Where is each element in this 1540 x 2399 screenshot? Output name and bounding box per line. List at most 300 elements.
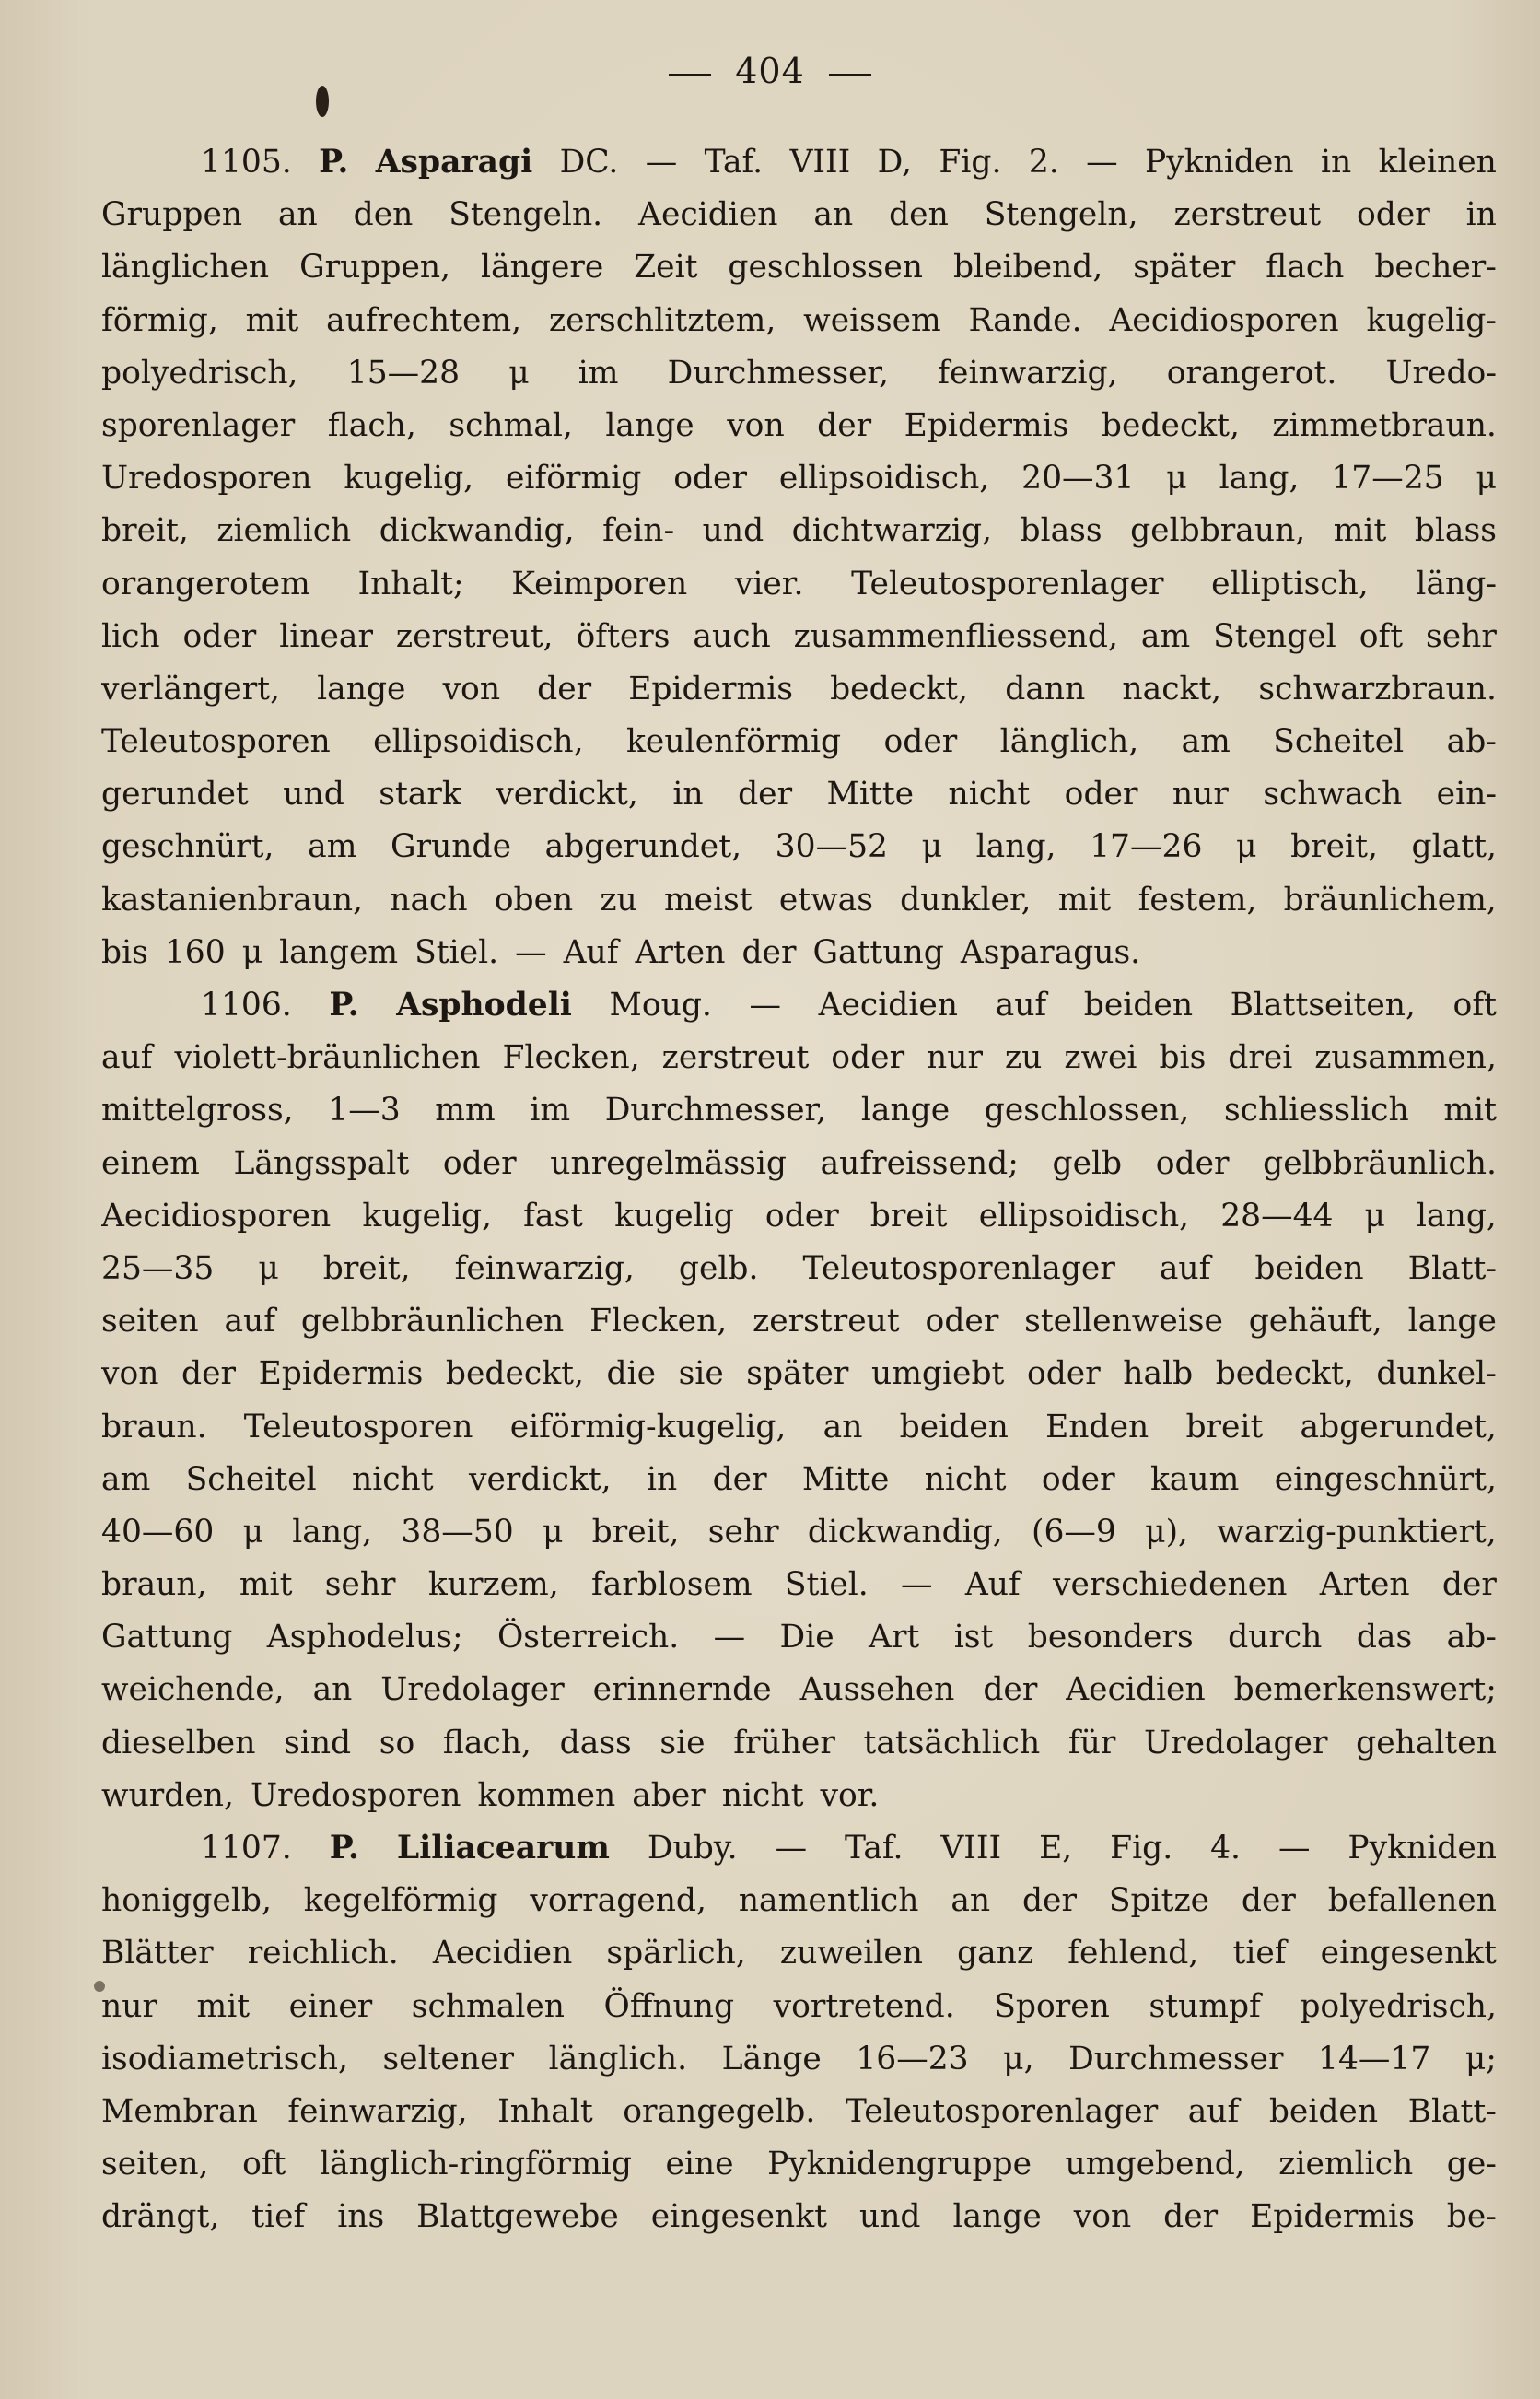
word: auf: [1159, 1249, 1211, 1287]
word: Scheitel: [185, 1460, 317, 1498]
word: 15—28: [346, 354, 461, 392]
word: Durchmesser: [1068, 2040, 1284, 2077]
word: dieselben: [101, 1724, 256, 1761]
word: fehlend,: [1068, 1935, 1199, 1972]
word: P.: [329, 987, 359, 1024]
word: länglich.: [548, 2040, 688, 2077]
word: der: [741, 933, 797, 971]
word: aufrechtem,: [326, 301, 522, 339]
word: auch: [693, 617, 771, 655]
word: 1105.: [201, 144, 292, 181]
word: seiten: [101, 1303, 199, 1340]
word: braun,: [101, 1566, 207, 1604]
word: ellipsoidisch,: [978, 1197, 1190, 1235]
word: lange: [605, 406, 694, 444]
word: breit,: [322, 1249, 411, 1287]
word: be-: [1446, 2198, 1497, 2236]
word: Asphodelus;: [266, 1619, 463, 1656]
word: dann: [1005, 670, 1086, 708]
word: oder: [883, 723, 958, 761]
word: Asphodeli: [396, 987, 572, 1024]
word: bis: [101, 933, 148, 971]
word: oft: [242, 2146, 286, 2183]
word: nicht: [721, 1776, 804, 1814]
text-line: [101, 1454, 1497, 1506]
text-line: [101, 1243, 1497, 1295]
word: schmalen: [411, 1987, 565, 2025]
word: kaum: [1149, 1460, 1240, 1498]
word: auf: [101, 1039, 153, 1077]
word: abgerundet,: [544, 828, 742, 866]
word: auf: [995, 987, 1047, 1024]
word: Aussehen: [799, 1671, 955, 1709]
word: öfters: [576, 617, 671, 655]
word: linear: [279, 617, 373, 655]
word: beiden: [1268, 2092, 1379, 2130]
word: becher-: [1374, 249, 1497, 287]
word: beiden: [1083, 987, 1194, 1024]
word: kegelförmig: [303, 1882, 498, 1920]
word: dichtwarzig,: [791, 512, 993, 550]
word: μ: [542, 1513, 564, 1551]
word: oft: [1452, 987, 1497, 1024]
word: von: [727, 406, 785, 444]
word: kugelig,: [344, 460, 474, 497]
word: zusammenfliessend,: [793, 617, 1118, 655]
text-line: [101, 1295, 1497, 1348]
text-line: [101, 1611, 1497, 1664]
word: mit: [239, 1566, 293, 1604]
word: abgerundet,: [1300, 1408, 1497, 1445]
word: Arten: [635, 933, 726, 971]
word: von: [1073, 2198, 1132, 2236]
word: schwach: [1263, 776, 1403, 813]
word: Gattung: [101, 1619, 233, 1656]
word: Blatt-: [1407, 2092, 1497, 2130]
text-line: [101, 1875, 1497, 1927]
word: μ: [241, 933, 263, 971]
word: mit: [1057, 881, 1112, 919]
word: Blattgewebe: [416, 2198, 619, 2236]
word: tief: [1232, 1935, 1287, 1972]
word: braun.: [101, 1408, 207, 1445]
text-line: [101, 1664, 1497, 1716]
word: meist: [663, 881, 752, 919]
word: an: [822, 1408, 863, 1445]
word: nur: [101, 1987, 158, 2025]
word: fast: [523, 1197, 584, 1235]
word: kleinen: [1378, 144, 1497, 181]
word: Aecidien: [1066, 1671, 1206, 1709]
word: Österreich.: [496, 1619, 680, 1656]
word: Keimporen: [511, 565, 688, 603]
word: blass: [1020, 512, 1102, 550]
word: polyedrisch,: [101, 354, 298, 392]
word: Asparagi: [375, 144, 533, 181]
word: seiten,: [101, 2146, 209, 2183]
word: 1106.: [201, 987, 292, 1024]
word: 14—17: [1318, 2040, 1431, 2077]
word: seltener: [382, 2040, 515, 2077]
word: sie: [659, 1724, 706, 1761]
word: Membran: [101, 2092, 258, 2130]
word: bedeckt,: [445, 1355, 584, 1393]
page-number-left-dash: [669, 74, 711, 76]
word: sporenlager: [101, 406, 296, 444]
word: 40—60: [101, 1513, 215, 1551]
word: μ: [921, 828, 943, 866]
text-line: [101, 663, 1497, 716]
word: bedeckt,: [1101, 406, 1240, 444]
word: P.: [319, 144, 349, 181]
word: auf: [224, 1303, 276, 1340]
word: ganz: [957, 1935, 1034, 1972]
word: in: [1320, 144, 1352, 181]
word: gelbbräunlichen: [300, 1303, 565, 1340]
word: an: [312, 1671, 353, 1709]
word: Mitte: [826, 776, 915, 813]
word: Auf: [964, 1566, 1021, 1604]
word: der: [537, 670, 592, 708]
word: μ: [508, 354, 530, 392]
word: sie: [678, 1355, 724, 1393]
word: feinwarzig,: [938, 354, 1118, 392]
word: in: [672, 776, 704, 813]
word: elliptisch,: [1211, 565, 1369, 603]
word: Taf.: [845, 1830, 904, 1867]
word: Länge: [721, 2040, 822, 2077]
word: eingesenkt: [650, 2198, 828, 2236]
word: Öffnung: [603, 1987, 735, 2025]
word: zu: [600, 881, 637, 919]
word: oder: [1356, 196, 1430, 234]
word: 17—25: [1331, 460, 1444, 497]
text-line: [101, 716, 1497, 768]
word: mit: [1333, 512, 1387, 550]
word: Epidermis: [904, 406, 1069, 444]
page-number-right-dash: [829, 74, 871, 76]
body-text: [101, 136, 1497, 2244]
word: bedeckt,: [1215, 1355, 1354, 1393]
text-line: [101, 347, 1497, 400]
word: flach,: [442, 1724, 532, 1761]
word: die: [606, 1355, 657, 1393]
word: spärlich,: [606, 1935, 746, 1972]
word: Asparagus.: [960, 933, 1141, 971]
word: vorragend,: [530, 1882, 706, 1920]
word: festem,: [1138, 881, 1257, 919]
word: 28—44: [1220, 1197, 1334, 1235]
word: verdickt,: [496, 776, 638, 813]
word: im: [578, 354, 619, 392]
word: dunkel-: [1376, 1355, 1497, 1393]
word: einer: [288, 1987, 373, 2025]
word: Uredosporen: [250, 1776, 461, 1814]
word: lange: [952, 2198, 1042, 2236]
text-line: [101, 558, 1497, 611]
word: zimmetbraun.: [1272, 406, 1497, 444]
word: farblosem: [591, 1566, 752, 1604]
word: 38—50: [401, 1513, 514, 1551]
word: förmig,: [101, 301, 218, 339]
word: kugelig,: [362, 1197, 493, 1235]
word: im: [530, 1092, 571, 1129]
word: lang,: [975, 828, 1056, 866]
word: auf: [1187, 2092, 1240, 2130]
word: beiden: [1254, 1249, 1364, 1287]
word: den: [353, 196, 414, 234]
word: den: [889, 196, 949, 234]
word: μ: [1476, 460, 1497, 497]
word: lich: [101, 617, 160, 655]
word: weichende,: [101, 1671, 285, 1709]
word: an: [277, 196, 318, 234]
word: 2.: [1028, 144, 1059, 181]
word: kastanienbraun,: [101, 881, 364, 919]
word: ge-: [1446, 2146, 1497, 2183]
word: zerstreut: [1173, 196, 1322, 234]
text-line: [101, 1981, 1497, 2033]
word: sehr: [707, 1513, 779, 1551]
word: 25—35: [101, 1249, 215, 1287]
word: Moug.: [609, 987, 712, 1024]
word: das: [1356, 1619, 1413, 1656]
page-number: [0, 48, 1540, 94]
word: μ),: [1145, 1513, 1189, 1551]
word: Blattseiten,: [1230, 987, 1416, 1024]
word: Aecidien: [818, 987, 959, 1024]
word: oder: [764, 1197, 839, 1235]
word: schliesslich: [1223, 1092, 1409, 1129]
word: warzig-punktiert,: [1217, 1513, 1497, 1551]
word: längere: [481, 249, 604, 287]
text-line: [101, 189, 1497, 241]
text-line: [101, 1084, 1497, 1137]
word: orangegelb.: [623, 2092, 816, 2130]
word: orangerotem: [101, 565, 310, 603]
word: μ,: [1003, 2040, 1034, 2077]
word: mm: [435, 1092, 496, 1129]
word: vor.: [820, 1776, 880, 1814]
word: Blatt-: [1407, 1249, 1497, 1287]
word: an: [813, 196, 854, 234]
word: der: [1441, 1566, 1497, 1604]
word: 20—31: [1021, 460, 1135, 497]
text-line: [101, 400, 1497, 452]
word: breit,: [591, 1513, 680, 1551]
word: zerstreut: [661, 1039, 810, 1077]
word: vortretend.: [773, 1987, 955, 2025]
text-line: [101, 927, 1497, 979]
word: aber: [632, 1776, 706, 1814]
word: Aecidiosporen: [1109, 301, 1339, 339]
word: isodiametrisch,: [101, 2040, 348, 2077]
word: Pyknidengruppe: [767, 2146, 1032, 2183]
word: oder: [673, 460, 747, 497]
word: kommen: [477, 1776, 616, 1814]
text-line: [101, 1506, 1497, 1559]
word: Stiel.: [414, 933, 499, 971]
word: nach: [390, 881, 468, 919]
text-line: [101, 1138, 1497, 1190]
word: —: [749, 987, 781, 1024]
word: ziemlich: [216, 512, 352, 550]
entry-first-line: [101, 136, 1497, 189]
word: in: [1465, 196, 1497, 234]
word: läng-: [1416, 565, 1497, 603]
word: violett-bräunlichen: [174, 1039, 481, 1077]
word: oben: [494, 881, 574, 919]
word: drei: [1228, 1039, 1293, 1077]
word: gehäuft,: [1248, 1303, 1382, 1340]
word: der: [1021, 1882, 1077, 1920]
word: Die: [779, 1619, 834, 1656]
word: 4.: [1210, 1830, 1242, 1867]
word: Durchmesser,: [604, 1092, 827, 1129]
text-line: [101, 611, 1497, 663]
word: weissem: [803, 301, 941, 339]
word: nur: [927, 1039, 983, 1077]
word: P.: [329, 1830, 359, 1867]
word: gerundet: [101, 776, 249, 813]
word: Arten: [1319, 1566, 1410, 1604]
word: länglich-ringförmig: [320, 2146, 632, 2183]
word: sehr: [324, 1566, 396, 1604]
word: kugelig-: [1366, 301, 1497, 339]
word: zuweilen: [779, 1935, 923, 1972]
word: gelb.: [678, 1249, 759, 1287]
word: Uredolager: [380, 1671, 565, 1709]
word: stellenweise: [1024, 1303, 1223, 1340]
word: Epidermis: [258, 1355, 424, 1393]
word: oft: [1359, 617, 1404, 655]
word: besonders: [1027, 1619, 1194, 1656]
word: Taf.: [704, 144, 764, 181]
word: geschlossen: [728, 249, 924, 287]
word: länglichen: [101, 249, 270, 287]
word: Blätter: [101, 1935, 214, 1972]
word: Mitte: [801, 1460, 890, 1498]
word: zwei: [1064, 1039, 1138, 1077]
word: 17—26: [1090, 828, 1203, 866]
word: Uredolager: [1144, 1724, 1328, 1761]
word: mittelgross,: [101, 1092, 294, 1129]
word: D,: [877, 144, 913, 181]
word: der: [817, 406, 872, 444]
word: sind: [284, 1724, 352, 1761]
word: früher: [733, 1724, 835, 1761]
word: umgiebt: [870, 1355, 1005, 1393]
word: Stiel.: [784, 1566, 869, 1604]
word: von: [101, 1355, 159, 1393]
word: ab-: [1446, 1619, 1497, 1656]
word: —: [645, 144, 678, 181]
word: tatsächlich: [863, 1724, 1041, 1761]
word: bedeckt,: [830, 670, 969, 708]
word: nicht: [948, 776, 1031, 813]
word: μ: [242, 1513, 263, 1551]
word: Zeit: [634, 249, 698, 287]
word: —: [1086, 144, 1118, 181]
word: nicht: [351, 1460, 434, 1498]
word: der: [181, 1355, 237, 1393]
word: —: [713, 1619, 746, 1656]
word: zerstreut: [752, 1303, 900, 1340]
word: bemerkenswert;: [1233, 1671, 1497, 1709]
word: lang,: [292, 1513, 373, 1551]
word: 30—52: [775, 828, 888, 866]
word: durch: [1228, 1619, 1323, 1656]
text-line: [101, 2191, 1497, 2243]
word: Pykniden: [1144, 144, 1294, 181]
word: (6—9: [1032, 1513, 1116, 1551]
word: dunkler,: [900, 881, 1032, 919]
word: nicht: [924, 1460, 1007, 1498]
word: 1—3: [328, 1092, 401, 1129]
word: Aecidien: [432, 1935, 573, 1972]
word: kugelig: [614, 1197, 734, 1235]
word: gelb: [1052, 1144, 1123, 1182]
word: nackt,: [1122, 670, 1222, 708]
text-line: [101, 874, 1497, 927]
word: dickwandig,: [379, 512, 575, 550]
word: kurzem,: [427, 1566, 559, 1604]
word: sehr: [1426, 617, 1497, 655]
word: oder: [1041, 1460, 1115, 1498]
word: unregelmässig: [550, 1144, 787, 1182]
word: dickwandig,: [807, 1513, 1003, 1551]
word: mit: [1443, 1092, 1497, 1129]
word: orangerot.: [1166, 354, 1337, 392]
text-line: [101, 505, 1497, 557]
word: 1107.: [201, 1830, 292, 1867]
word: geschnürt,: [101, 828, 274, 866]
word: später: [1133, 249, 1236, 287]
word: reichlich.: [247, 1935, 399, 1972]
word: eingesenkt: [1320, 1935, 1497, 1972]
word: aufreissend;: [820, 1144, 1019, 1182]
word: der: [738, 776, 793, 813]
word: —: [515, 933, 547, 971]
word: lang,: [1219, 460, 1300, 497]
word: umgebend,: [1065, 2146, 1245, 2183]
word: tief: [251, 2198, 306, 2236]
word: zusammen,: [1314, 1039, 1497, 1077]
word: Gruppen: [101, 196, 243, 234]
text-line: [101, 241, 1497, 294]
word: einem: [101, 1144, 200, 1182]
word: gehalten: [1356, 1724, 1497, 1761]
word: erinnernde: [592, 1671, 772, 1709]
word: mit: [196, 1987, 251, 2025]
text-line: [101, 1348, 1497, 1400]
word: Gruppen,: [299, 249, 451, 287]
word: ziemlich: [1278, 2146, 1414, 2183]
word: gelbbraun,: [1130, 512, 1306, 550]
word: geschlossen,: [984, 1092, 1190, 1129]
word: 16—23: [856, 2040, 969, 2077]
word: Teleutosporen: [243, 1408, 473, 1445]
text-line: [101, 452, 1497, 505]
word: Pykniden: [1348, 1830, 1497, 1867]
word: feinwarzig,: [454, 1249, 635, 1287]
word: und: [702, 512, 764, 550]
text-line: [101, 2033, 1497, 2086]
word: Flecken,: [502, 1039, 640, 1077]
text-line: [101, 2086, 1497, 2138]
word: ins: [337, 2198, 385, 2236]
word: Rande.: [968, 301, 1082, 339]
